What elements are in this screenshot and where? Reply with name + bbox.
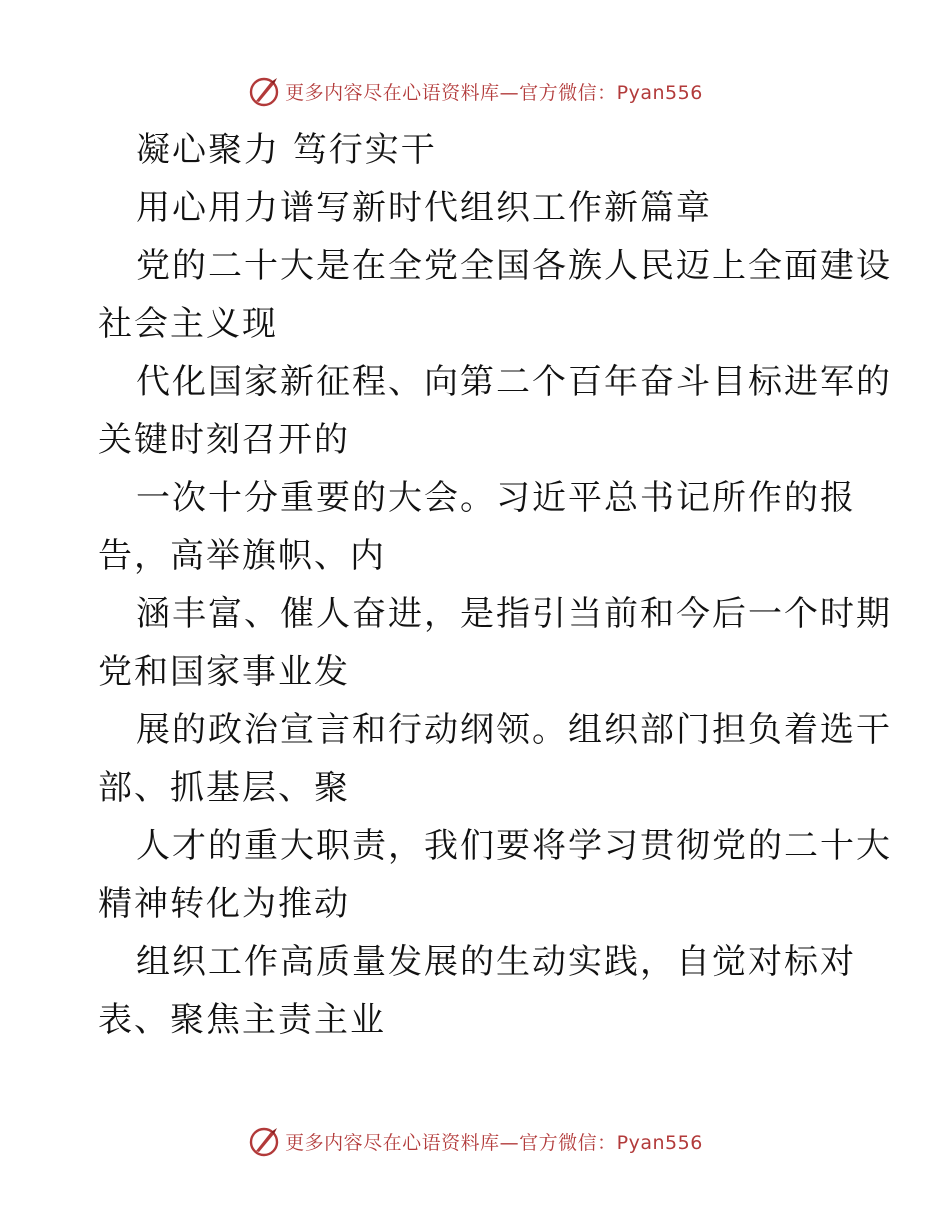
document-line: 代化国家新征程、向第二个百年奋斗目标进军的 bbox=[136, 362, 892, 402]
document-line: 精神转化为推动 bbox=[98, 884, 350, 924]
header-watermark-banner bbox=[0, 71, 950, 111]
document-line: 党的二十大是在全党全国各族人民迈上全面建设 bbox=[136, 246, 892, 286]
footer-watermark-text: 更多内容尽在心语资料库—官方微信：Pyan556 bbox=[285, 1131, 703, 1154]
document-line: 涵丰富、催人奋进，是指引当前和今后一个时期 bbox=[136, 594, 892, 634]
feather-pen-icon bbox=[247, 1124, 281, 1158]
document-line: 展的政治宣言和行动纲领。组织部门担负着选干 bbox=[136, 710, 892, 750]
document-line: 凝心聚力 笃行实干 bbox=[136, 130, 437, 170]
document-body bbox=[98, 121, 892, 1049]
document-line: 用心用力谱写新时代组织工作新篇章 bbox=[136, 188, 712, 228]
document-line: 组织工作高质量发展的生动实践，自觉对标对 bbox=[136, 942, 856, 982]
header-watermark-text: 更多内容尽在心语资料库—官方微信：Pyan556 bbox=[285, 81, 703, 104]
document-line: 一次十分重要的大会。习近平总书记所作的报 bbox=[136, 478, 856, 518]
feather-pen-icon bbox=[247, 74, 281, 108]
document-line: 部、抓基层、聚 bbox=[98, 768, 350, 808]
document-line: 党和国家事业发 bbox=[98, 652, 350, 692]
document-line: 告，高举旗帜、内 bbox=[98, 536, 386, 576]
document-line: 关键时刻召开的 bbox=[98, 420, 350, 460]
document-line: 人才的重大职责，我们要将学习贯彻党的二十大 bbox=[136, 826, 892, 866]
document-line: 表、聚焦主责主业 bbox=[98, 1000, 386, 1040]
document-line: 社会主义现 bbox=[98, 304, 278, 344]
footer-watermark-banner bbox=[0, 1121, 950, 1161]
